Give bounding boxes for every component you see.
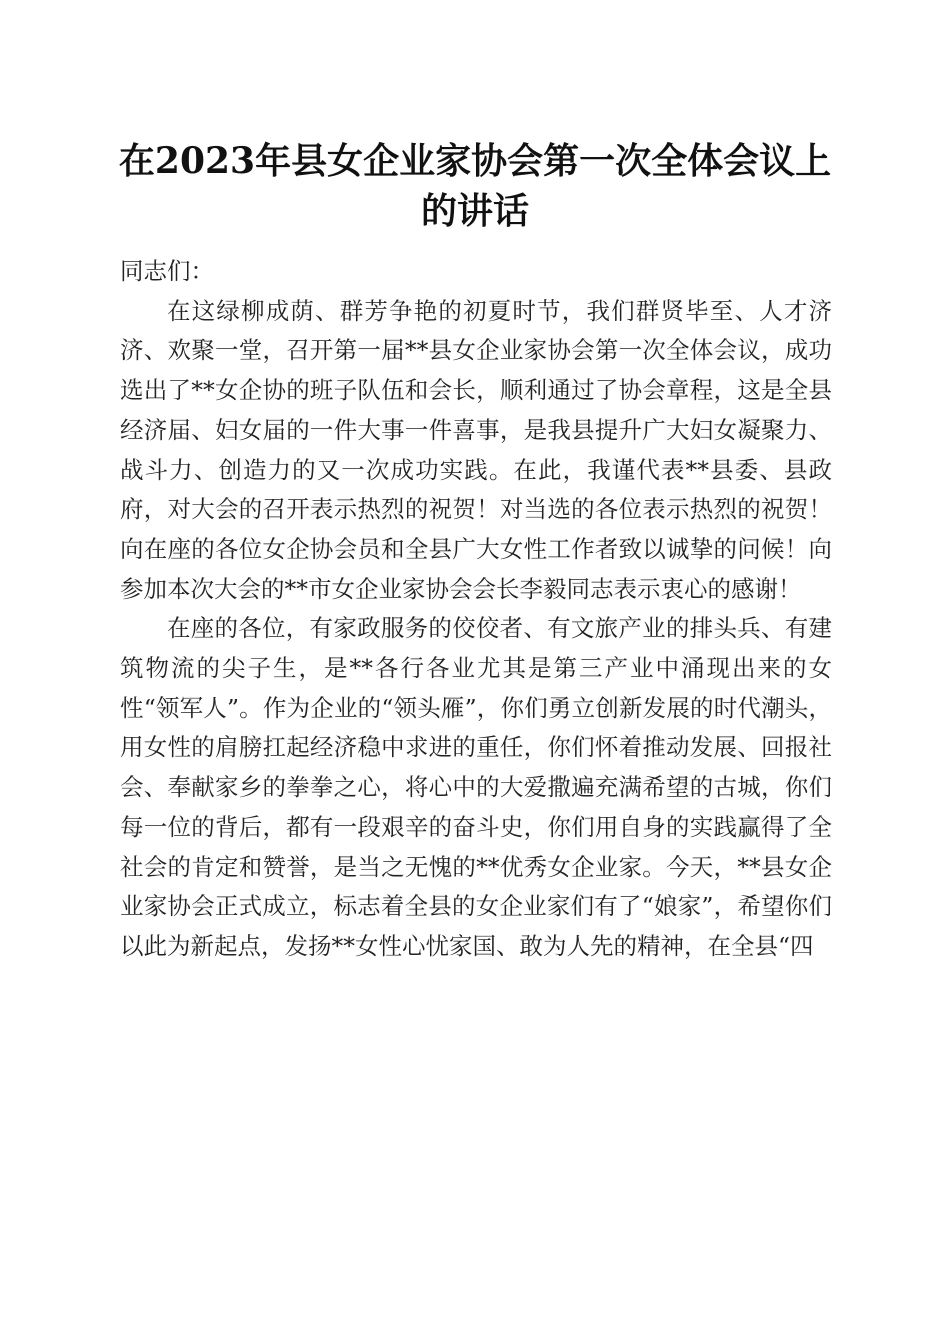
paragraph-2: 在座的各位，有家政服务的佼佼者、有文旅产业的排头兵、有建筑物流的尖子生，是**各行各业尤其是第三产业中涌现出来的女性“领军人”。作为企业的“领头雁”，你们勇立创新发展的时代潮头，用女性的肩膀扛起经济稳中求进的重任，你们怀着推动发展、回报社会、奉献家乡的拳拳之心，将心中的大爱撒遍充满希望的古城，你们每一位的背后，都有一段艰辛的奋斗史，你们用自身的实践赢得了全社会的肯定和赞誉，是当之无愧的**优秀女企业家。今天，**县女企业家协会正式成立，标志着全县的女企业家们有了“娘家”，希望你们以此为新起点，发扬**女性心忧家国、敢为人先的精神，在全县“四 <box>120 614 832 960</box>
paragraph-1: 在这绿柳成荫、群芳争艳的初夏时节，我们群贤毕至、人才济济、欢聚一堂，召开第一届**县女企业家协会第一次全体会议，成功选出了**女企协的班子队伍和会长，顺利通过了协会章程，这是全县经济届、妇女届的一件大事一件喜事，是我县提升广大妇女凝聚力、战斗力、创造力的又一次成功实践。在此，我谨代表**县委、县政府，对大会的召开表示热烈的祝贺！对当选的各位表示热烈的祝贺！向在座的各位女企协会员和全县广大女性工作者致以诚挚的问候！向参加本次大会的**市女企业家协会会长李毅同志表示衷心的感谢！ <box>120 296 832 603</box>
document-body <box>120 252 832 967</box>
document-title: 在2023年县女企业家协会第一次全体会议上的讲话 <box>118 140 832 232</box>
salutation: 同志们： <box>120 257 214 285</box>
